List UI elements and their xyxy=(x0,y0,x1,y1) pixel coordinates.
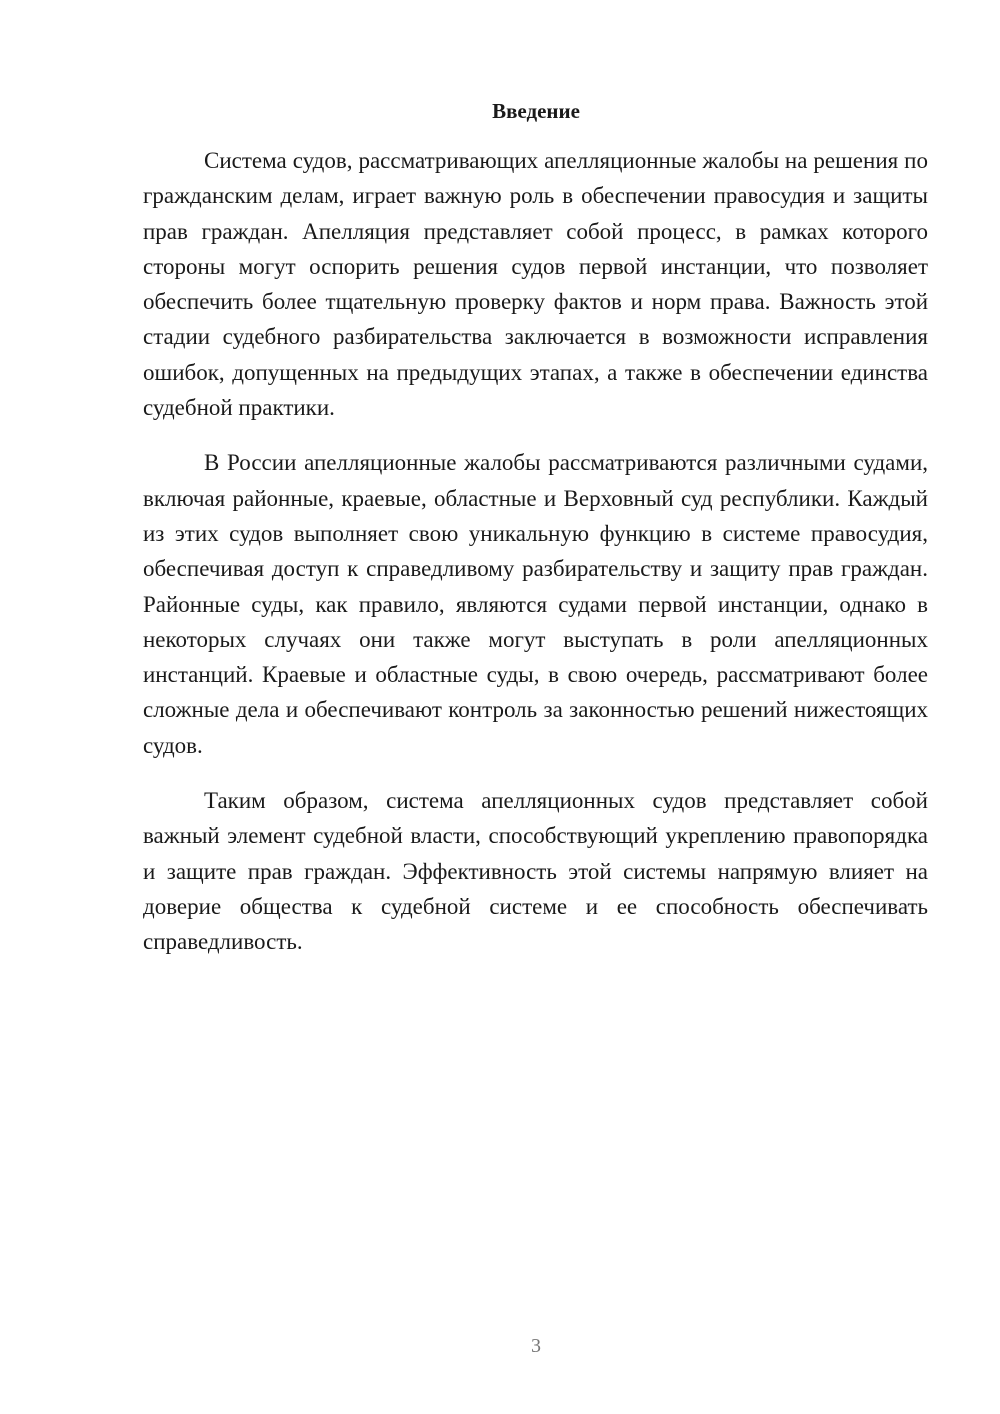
paragraph-1: Система судов, рассматривающих апелляционные жалобы на решения по гражданским делам, играет важную роль в обеспечении правосудия и защиты прав граждан. Апелляция представляет собой процесс, в рамках которого стороны могут оспорить решения судов первой инстанции, что позволяет обеспечить более тщательную проверку фактов и норм права. Важность этой стадии судебного разбирательства заключается в возможности исправления ошибок, допущенных на предыдущих этапах, а также в обеспечении единства судебной практики. xyxy=(143,148,928,421)
page-number: 3 xyxy=(531,1335,541,1357)
paragraph-2: В России апелляционные жалобы рассматриваются различными судами, включая районные, краевые, областные и Верховный суд республики. Каждый из этих судов выполняет свою уникальную функцию в системе правосудия, обеспечивая доступ к справедливому разбирательству и защиту прав граждан. Районные суды, как правило, являются судами первой инстанции, однако в некоторых случаях они также могут выступать в роли апелляционных инстанций. Краевые и областные суды, в свою очередь, рассматривают более сложные дела и обеспечивают контроль за законностью решений нижестоящих судов. xyxy=(143,450,928,758)
page-title: Введение xyxy=(492,99,580,123)
body-text xyxy=(143,143,928,980)
paragraph-3: Таким образом, система апелляционных судов представляет собой важный элемент судебной власти, способствующий укреплению правопорядка и защите прав граждан. Эффективность этой системы напрямую влияет на доверие общества к судебной системе и ее способность обеспечивать справедливость. xyxy=(143,788,928,955)
